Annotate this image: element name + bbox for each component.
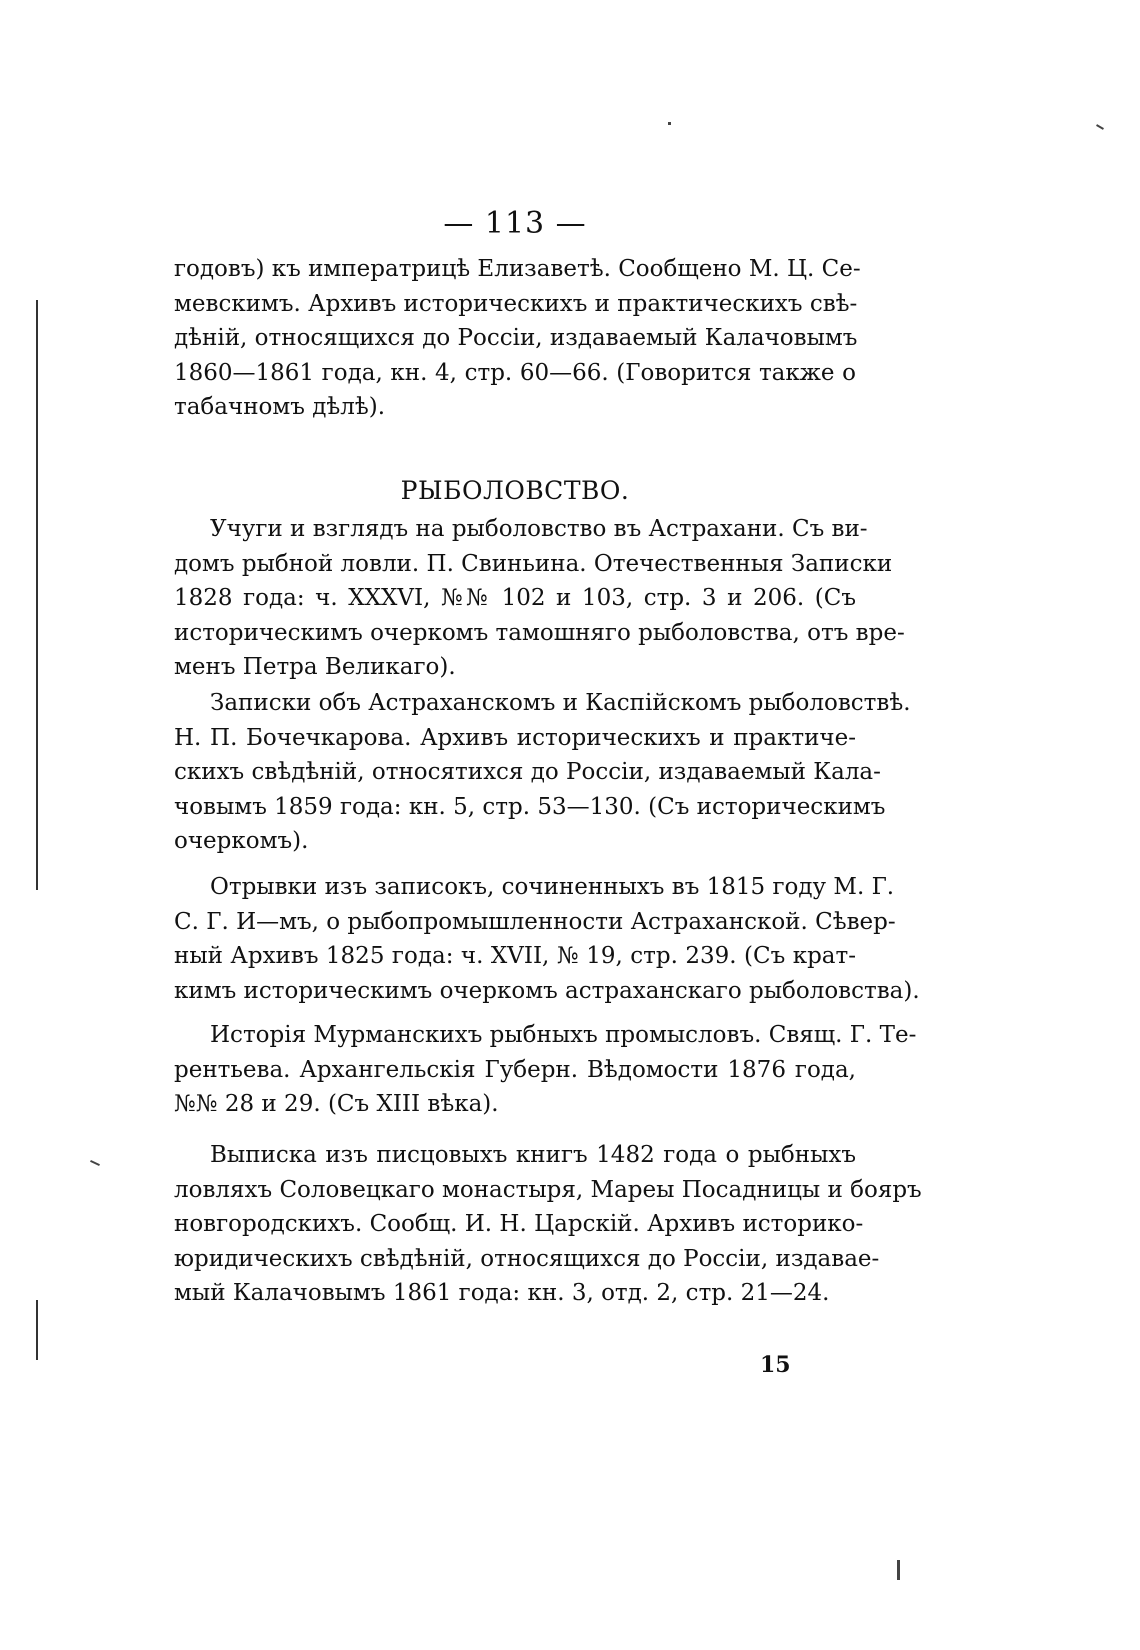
continuation-paragraph (174, 252, 861, 425)
text-line: рентьева. Архангельскія Губерн. Вѣдомости 1876 года, (174, 1056, 856, 1083)
text-line: Н. П. Бочечкарова. Архивъ историческихъ и практиче- (174, 724, 856, 751)
text-line: мевскимъ. Архивъ историческихъ и практическихъ свѣ- (174, 290, 858, 317)
text-line: табачномъ дѣлѣ). (174, 394, 386, 420)
scan-edge-line (36, 1300, 38, 1360)
bibliography-entry (174, 512, 905, 685)
text-line: Отрывки изъ записокъ, сочиненныхъ въ 1815 году М. Г. (210, 874, 895, 900)
text-line: скихъ свѣдѣній, относятихся до Россіи, издаваемый Кала- (174, 759, 881, 785)
text-line: 1860—1861 года, кн. 4, стр. 60—66. (Говорится также о (174, 359, 856, 386)
text-line: юридическихъ свѣдѣній, относящихся до Россіи, издавае- (174, 1245, 880, 1272)
page-number: — 113 — (443, 206, 587, 241)
scan-speck (897, 1560, 900, 1580)
scan-speck (90, 1160, 100, 1166)
text-line: №№ 28 и 29. (Съ XIII вѣка). (174, 1091, 499, 1117)
text-line: 1828 года: ч. XXXVI, №№ 102 и 103, стр. 3 и 206. (Съ (174, 585, 856, 611)
text-line: годовъ) къ императрицѣ Елизаветѣ. Сообщено М. Ц. Се- (174, 256, 861, 282)
bibliography-entry (174, 686, 911, 859)
text-line: Записки объ Астраханскомъ и Каспійскомъ рыболовствѣ. (210, 690, 911, 716)
text-line: ный Архивъ 1825 года: ч. XVII, № 19, стр. 239. (Съ крат- (174, 943, 856, 969)
text-line: кимъ историческимъ очеркомъ астраханскаго рыболовства). (174, 977, 920, 1004)
scan-speck (1096, 124, 1104, 130)
text-line: новгородскихъ. Сообщ. И. Н. Царскій. Архивъ историко- (174, 1211, 864, 1237)
bibliography-entry (174, 1018, 917, 1122)
bibliography-entry (174, 1138, 922, 1311)
text-line: човымъ 1859 года: кн. 5, стр. 53—130. (Съ историческимъ (174, 793, 886, 820)
text-line: ловляхъ Соловецкаго монастыря, Мареы Посадницы и бояръ (174, 1176, 922, 1203)
scan-speck (668, 122, 671, 125)
section-heading: РЫБОЛОВСТВО. (400, 476, 630, 505)
text-line: историческимъ очеркомъ тамошняго рыболовства, отъ вре- (174, 619, 905, 646)
scan-edge-line (36, 300, 38, 890)
text-line: мый Калачовымъ 1861 года: кн. 3, отд. 2, стр. 21—24. (174, 1280, 830, 1306)
bibliography-entry (174, 870, 920, 1008)
text-line: С. Г. И—мъ, о рыбопромышленности Астраханской. Сѣвер- (174, 908, 896, 935)
text-line: дѣній, относящихся до Россіи, издаваемый Калачовымъ (174, 325, 858, 351)
text-line: Исторія Мурманскихъ рыбныхъ промысловъ. Свящ. Г. Те- (210, 1022, 917, 1048)
signature-mark: 15 (760, 1352, 791, 1378)
text-line: Учуги и взглядъ на рыболовство въ Астрахани. Съ ви- (210, 516, 868, 542)
text-line: менъ Петра Великаго). (174, 654, 456, 680)
text-line: домъ рыбной ловли. П. Свиньина. Отечественныя Записки (174, 550, 893, 577)
text-line: очеркомъ). (174, 828, 309, 854)
text-line: Выписка изъ писцовыхъ книгъ 1482 года о рыбныхъ (210, 1142, 856, 1168)
